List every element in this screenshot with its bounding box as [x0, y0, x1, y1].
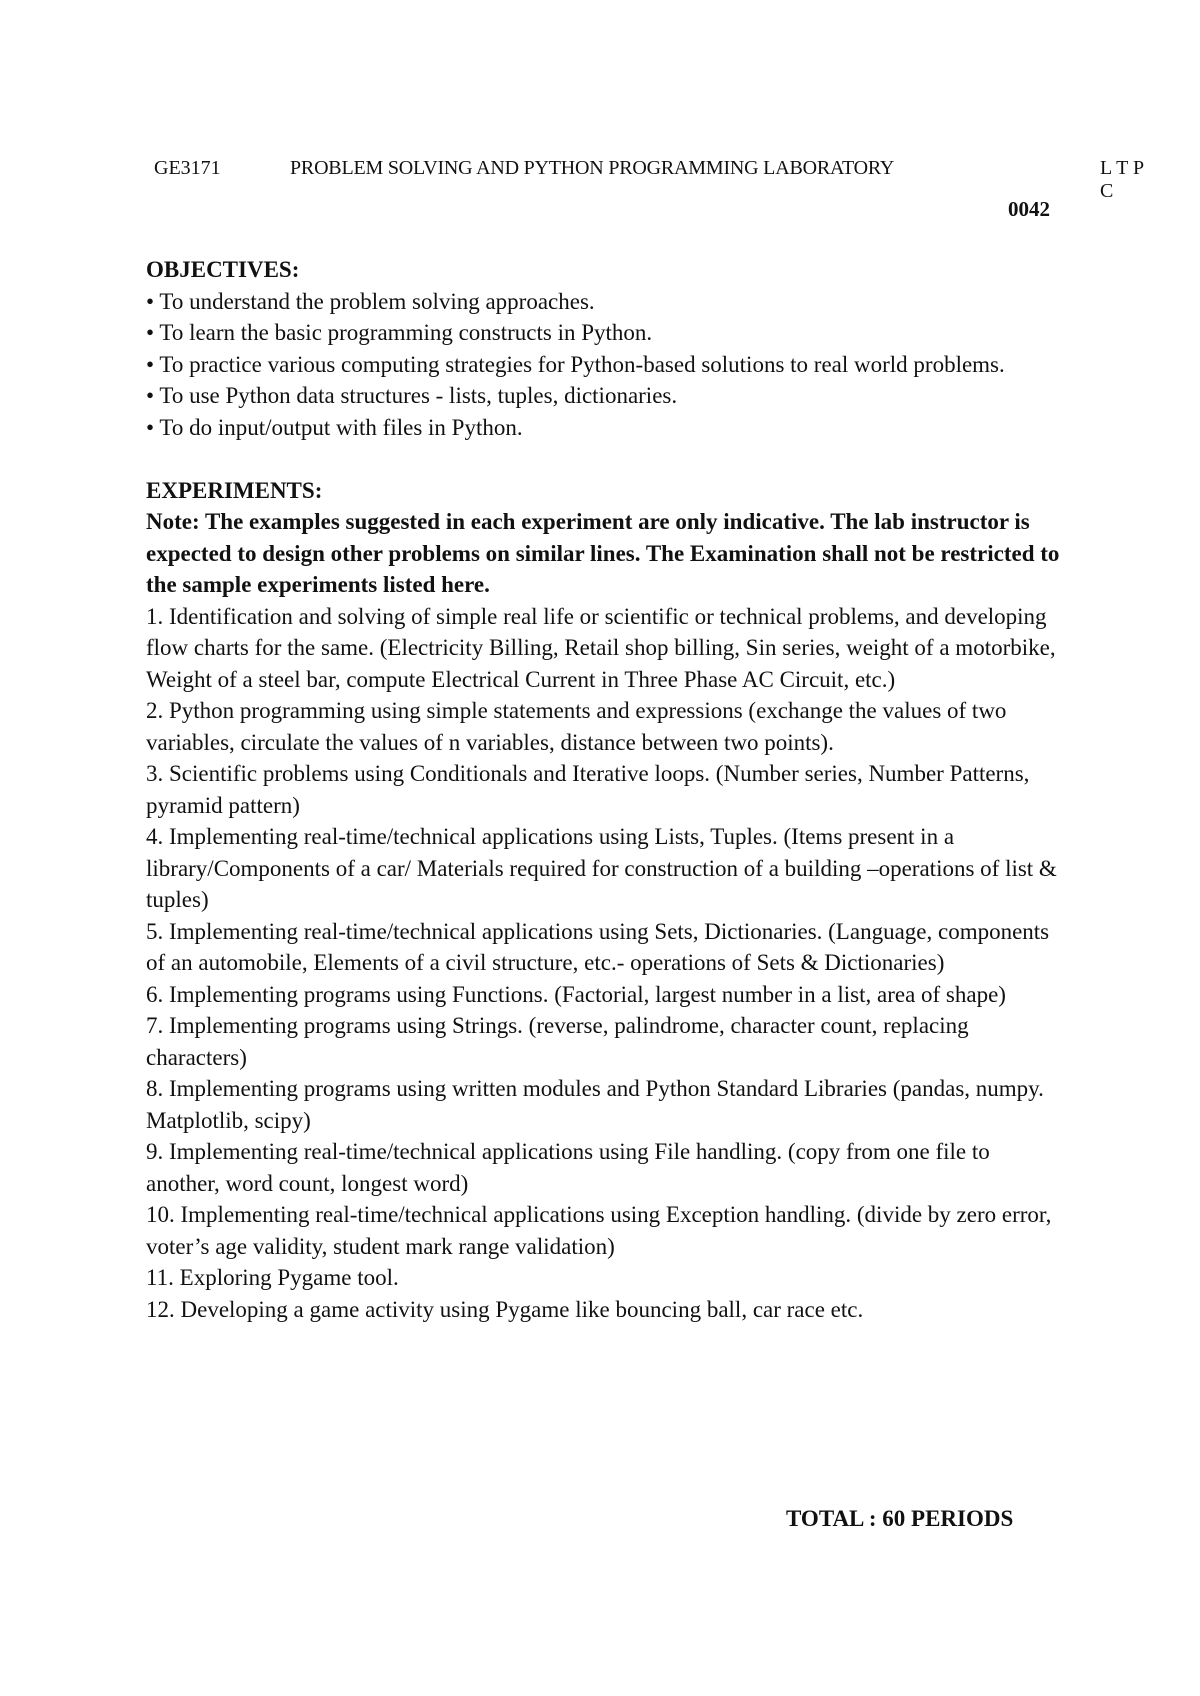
experiments-list [146, 601, 1066, 1326]
objective-item: • To use Python data structures - lists, tuples, dictionaries. [146, 383, 678, 408]
ltpc-label: L T P C [1100, 157, 1144, 202]
credits-value: 0042 [1008, 197, 1050, 221]
objectives-list [146, 286, 1066, 444]
total-periods: TOTAL : 60 PERIODS [786, 1506, 1014, 1531]
course-header [154, 157, 1154, 202]
experiment-item: 9. Implementing real-time/technical applications using File handling. (copy from one file to another, word count, longest word) [146, 1139, 990, 1196]
objective-item: • To do input/output with files in Python. [146, 414, 523, 440]
experiments-heading: EXPERIMENTS: [146, 477, 323, 503]
experiment-item: 11. Exploring Pygame tool. [146, 1265, 399, 1290]
experiment-item: 5. Implementing real-time/technical applications using Sets, Dictionaries. (Language, components of an automobile, Elements of a civil structure, etc.- operations of Sets & Dictionaries) [146, 918, 1050, 975]
experiment-item: 3. Scientific problems using Conditionals and Iterative loops. (Number series, Number Patterns, pyramid pattern) [146, 761, 1030, 818]
experiment-item: 7. Implementing programs using Strings. (reverse, palindrome, character count, replacing characters) [146, 1013, 969, 1070]
experiment-item: 12. Developing a game activity using Pygame like bouncing ball, car race etc. [146, 1296, 864, 1322]
experiment-item: 6. Implementing programs using Functions. (Factorial, largest number in a list, area of shape) [146, 981, 1006, 1007]
section-spacer [146, 443, 1066, 475]
experiment-item: 1. Identification and solving of simple real life or scientific or technical problems, and developing flow charts for the same. (Electricity Billing, Retail shop billing, Sin series, weight of a motorbike, Weight of a steel bar, compute Electrical Current in Three Phase AC Circuit, etc.) [146, 603, 1056, 692]
experiment-item: 8. Implementing programs using written modules and Python Standard Libraries (pandas, numpy. Matplotlib, scipy) [146, 1076, 1044, 1133]
objective-item: • To practice various computing strategies for Python-based solutions to real world problems. [146, 351, 1005, 377]
objective-item: • To learn the basic programming constructs in Python. [146, 320, 653, 345]
objectives-heading: OBJECTIVES: [146, 257, 300, 282]
course-title: PROBLEM SOLVING AND PYTHON PROGRAMMING LABORATORY [290, 157, 895, 179]
experiment-item: 2. Python programming using simple statements and expressions (exchange the values of two variables, circulate the values of n variables, distance between two points). [146, 698, 1007, 755]
experiment-item: 10. Implementing real-time/technical applications using Exception handling. (divide by zero error, voter’s age validity, student mark range validation) [146, 1202, 1052, 1259]
experiments-note: Note: The examples suggested in each experiment are only indicative. The lab instructor is expected to design other problems on similar lines. The Examination shall not be restricted to the sample experiments listed here. [146, 509, 1060, 597]
course-code: GE3171 [154, 157, 221, 179]
syllabus-content [146, 254, 1066, 1325]
objective-item: • To understand the problem solving approaches. [146, 288, 595, 314]
experiment-item: 4. Implementing real-time/technical applications using Lists, Tuples. (Items present in a library/Components of a car/ Materials required for construction of a building –operations of list & tuples) [146, 824, 1057, 912]
